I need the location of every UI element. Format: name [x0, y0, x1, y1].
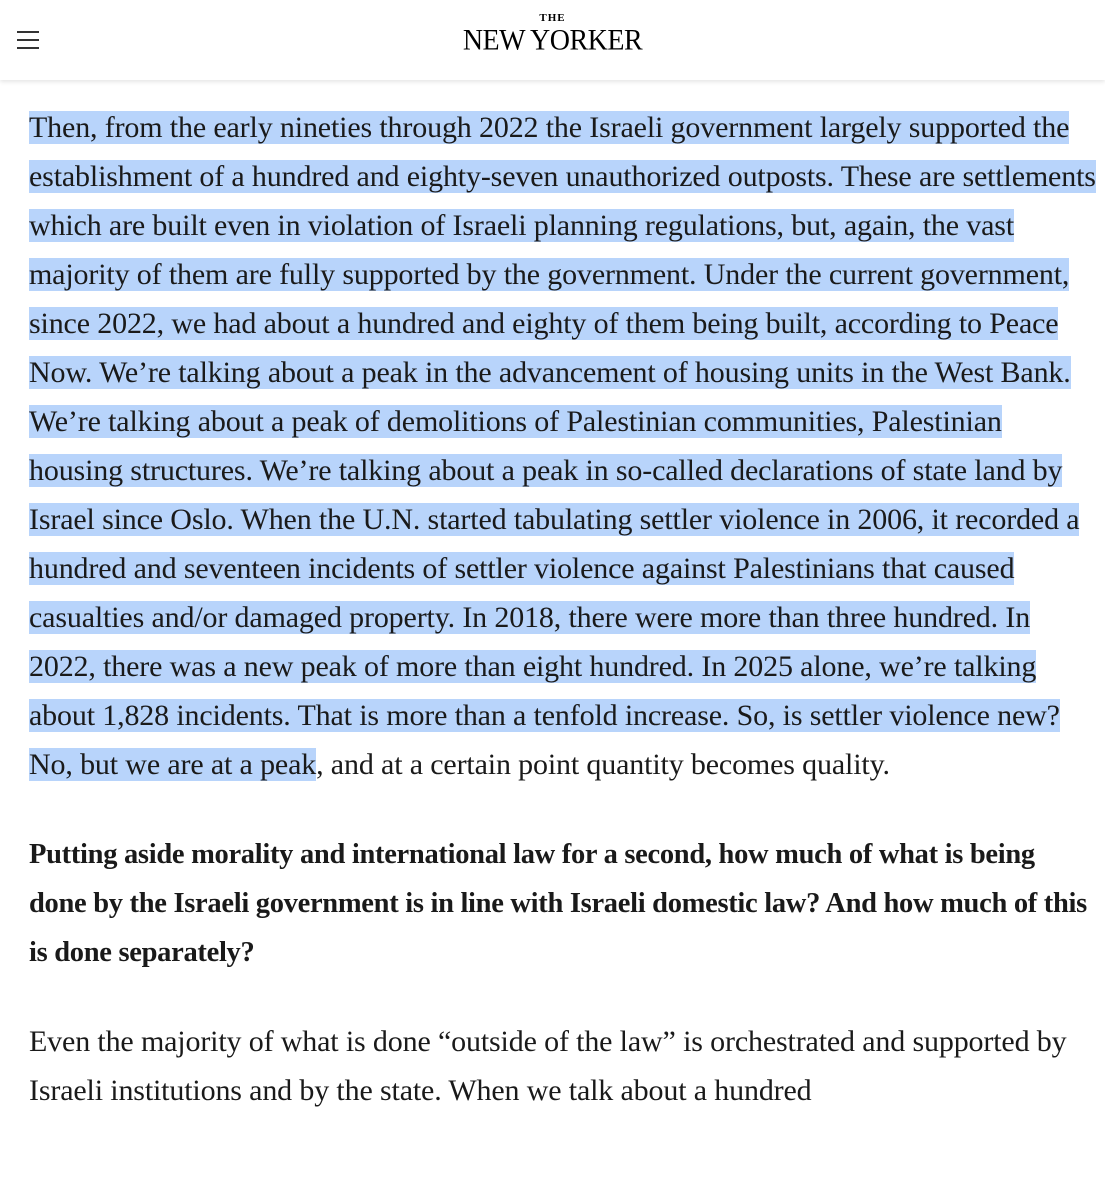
hamburger-menu-icon[interactable] [17, 28, 41, 50]
article-paragraph: Even the majority of what is done “outside of the law” is orchestrated and supported by Israeli institutions and by the state. When we talk about a hundred [29, 1025, 1067, 1107]
interview-question: Putting aside morality and international law for a second, how much of what is being done by the Israeli government is in line with Israeli domestic law? And how much of this is done separately? [29, 839, 1087, 968]
top-navigation-bar [0, 0, 1105, 80]
logo-the: THE [539, 12, 566, 24]
article-body [29, 103, 1099, 1115]
unselected-text: , and at a certain point quantity becomes quality. [316, 748, 890, 781]
selected-text[interactable]: Then, from the early nineties through 2022 the Israeli government largely supported the establishment of a hundred and eighty-seven unauthorized outposts. These are settlements which are built even in violation of Israeli planning regulations, but, again, the vast majority of them are fully supported by the government. Under the current government, since 2022, we had about a hundred and eighty of them being built, according to Peace Now. We’re talking about a peak in the advancement of housing units in the West Bank. We’re talking about a peak of demolitions of Palestinian communities, Palestinian housing structures. We’re talking about a peak in so-called declarations of state land by Israel since Oslo. When the U.N. started tabulating settler violence in 2006, it recorded a hundred and seventeen incidents of settler violence against Palestinians that caused casualties and/or damaged property. In 2018, there were more than three hundred. In 2022, there was a new peak of more than eight hundred. In 2025 alone, we’re talking about 1,828 incidents. That is more than a tenfold increase. So, is settler violence new? No, but we are at a peak [29, 111, 1096, 781]
new-yorker-logo[interactable] [440, 12, 665, 58]
article-paragraph [29, 103, 1099, 789]
logo-main: NEW YORKER [462, 24, 643, 57]
